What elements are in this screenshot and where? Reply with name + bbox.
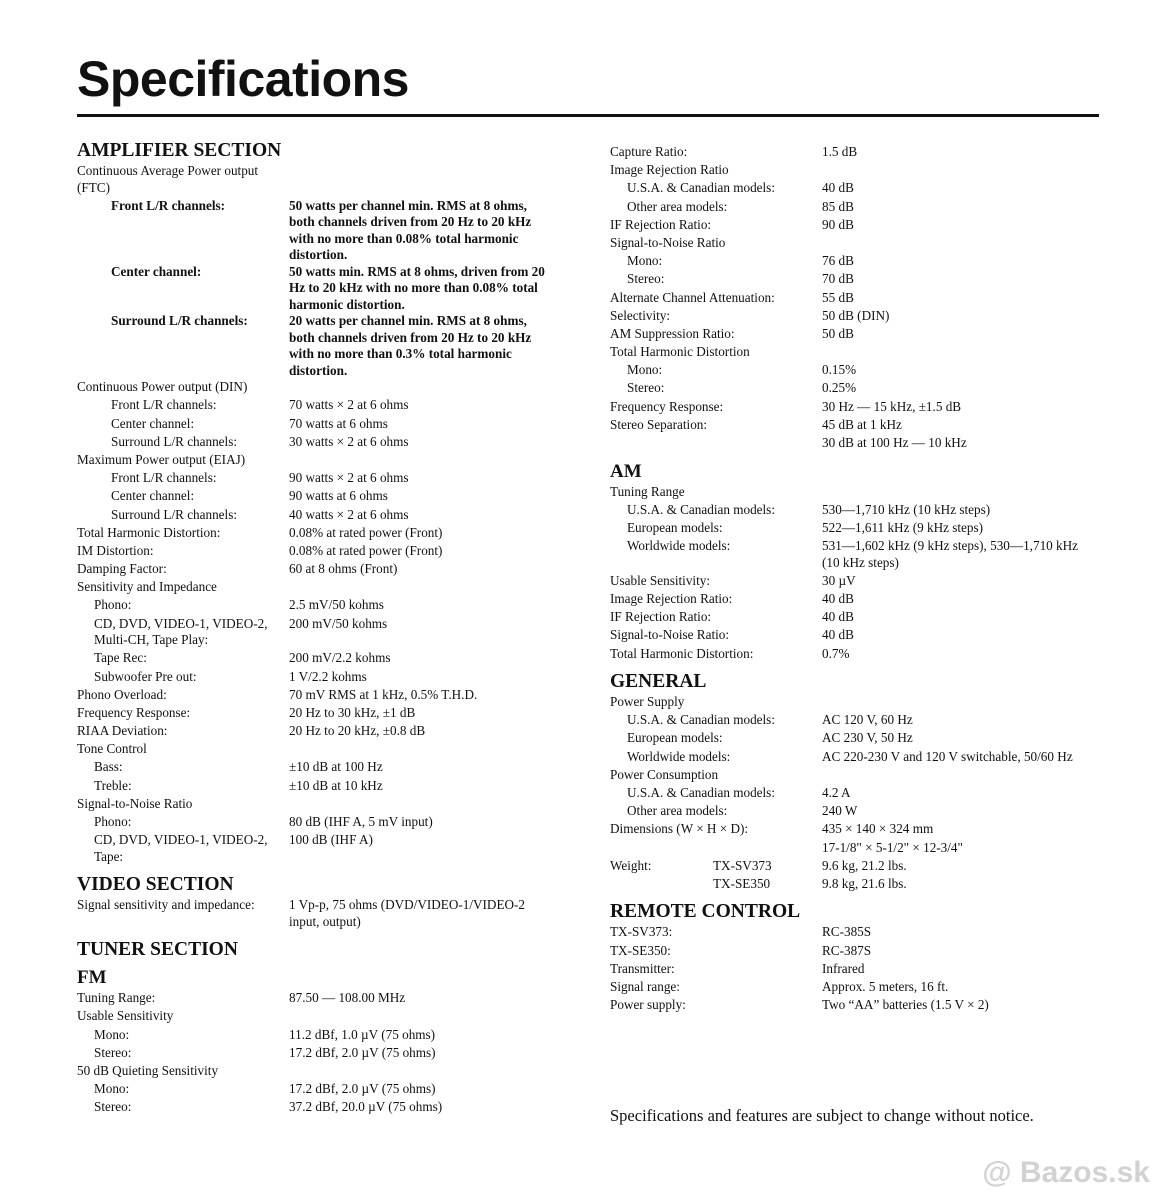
spec-value: 50 dB (822, 325, 854, 341)
spec-value: 0.08% at rated power (Front) (289, 524, 443, 540)
spec-row (610, 627, 1110, 644)
spec-label: IF Rejection Ratio: (610, 609, 712, 625)
spec-label: Tape Rec: (94, 650, 147, 666)
spec-label: Stereo: (627, 271, 665, 287)
spec-label: Center channel: (111, 415, 195, 431)
spec-row (610, 217, 1110, 234)
spec-row (610, 961, 1110, 978)
spec-value: 76 dB (822, 253, 854, 269)
spec-row (77, 579, 557, 596)
spec-row (610, 199, 1110, 216)
left-column (77, 139, 557, 1118)
spec-label: Usable Sensitivity (77, 1008, 174, 1024)
spec-label: Weight: (610, 857, 652, 873)
spec-row (610, 435, 1110, 452)
spec-value: 200 mV/50 kohms (289, 615, 388, 631)
spec-label: Signal sensitivity and impedance: (77, 897, 255, 913)
general-heading: GENERAL (610, 671, 707, 692)
spec-value: 9.6 kg, 21.2 lbs. (822, 857, 907, 873)
spec-label: Front L/R channels: (111, 397, 217, 413)
spec-label: 50 dB Quieting Sensitivity (77, 1062, 219, 1078)
spec-value: Two “AA” batteries (1.5 V × 2) (822, 997, 989, 1013)
spec-label: Mono: (94, 1026, 130, 1042)
spec-row (77, 705, 557, 722)
fm-heading: FM (77, 967, 107, 989)
spec-value (289, 741, 555, 758)
weight-list (610, 858, 1110, 893)
spec-value (289, 579, 555, 596)
spec-value: 522—1,611 kHz (9 kHz steps) (822, 519, 984, 535)
spec-row (77, 597, 557, 614)
spec-value: 50 dB (DIN) (822, 307, 890, 323)
spec-label: Dimensions (W × H × D): (610, 821, 749, 837)
spec-label (610, 435, 822, 452)
spec-value: 40 dB (822, 627, 854, 643)
spec-row (610, 144, 1110, 161)
spec-value: 0.15% (822, 362, 857, 378)
spec-value: 2.5 mV/50 kohms (289, 597, 384, 613)
spec-label: Continuous Power output (DIN) (77, 379, 248, 395)
am-spec-list (610, 484, 1110, 663)
spec-label: IF Rejection Ratio: (610, 216, 712, 232)
spec-value: 17-1/8" × 5-1/2" × 12-3/4" (822, 839, 963, 855)
spec-value: 40 dB (822, 609, 854, 625)
spec-row (77, 1063, 557, 1080)
spec-row (77, 507, 557, 524)
general-spec-list (610, 694, 1110, 856)
spec-label: Stereo: (627, 380, 665, 396)
spec-row (77, 543, 557, 560)
spec-label: U.S.A. & Canadian models: (627, 784, 775, 800)
spec-row (77, 561, 557, 578)
spec-label: Image Rejection Ratio (610, 162, 729, 178)
spec-label: CD, DVD, VIDEO-1, VIDEO-2, Multi-CH, Tape Play: (94, 615, 268, 648)
spec-label: Maximum Power output (EIAJ) (77, 451, 246, 467)
spec-value: RC-387S (822, 942, 872, 958)
spec-label (610, 840, 822, 857)
spec-row (610, 749, 1110, 766)
spec-label: Tuning Range: (77, 990, 156, 1006)
spec-label: Center channel: (111, 488, 195, 504)
spec-value: AC 220-230 V and 120 V switchable, 50/60 Hz (822, 748, 1073, 764)
spec-value: 1.5 dB (822, 144, 858, 159)
spec-row (77, 650, 557, 667)
spec-row (610, 520, 1110, 537)
spec-row (610, 979, 1110, 996)
spec-value: 30 Hz — 15 kHz, ±1.5 dB (822, 398, 962, 414)
spec-label: TX-SV373: (610, 924, 673, 940)
spec-row (610, 399, 1110, 416)
spec-value: 30 dB at 100 Hz — 10 kHz (822, 435, 967, 450)
spec-value: 531—1,602 kHz (9 kHz steps), 530—1,710 kHz (10 kHz steps) (822, 538, 1079, 570)
spec-row (610, 308, 1110, 325)
spec-label: IM Distortion: (77, 542, 154, 558)
spec-row (610, 924, 1110, 941)
spec-label: Surround L/R channels: (111, 313, 248, 329)
spec-label: Stereo: (94, 1099, 132, 1115)
watermark: @ Bazos.sk (982, 1156, 1150, 1189)
spec-value (289, 1008, 555, 1025)
spec-row (610, 997, 1110, 1014)
am-heading: AM (610, 460, 642, 482)
spec-label: European models: (627, 730, 723, 746)
spec-row (610, 271, 1110, 288)
weight-row (610, 876, 1110, 893)
spec-row (77, 434, 557, 451)
spec-label: Phono: (94, 597, 132, 613)
spec-value: 60 at 8 ohms (Front) (289, 561, 398, 577)
spec-row (610, 180, 1110, 197)
spec-row (610, 712, 1110, 729)
spec-value: 200 mV/2.2 kohms (289, 650, 391, 666)
spec-value: 80 dB (IHF A, 5 mV input) (289, 814, 433, 829)
spec-value: 11.2 dBf, 1.0 µV (75 ohms) (289, 1026, 436, 1042)
spec-label: Sensitivity and Impedance (77, 579, 217, 595)
footer-note: Specifications and features are subject to change without notice. (610, 1106, 1034, 1125)
spec-value: AC 120 V, 60 Hz (822, 712, 913, 728)
spec-row (77, 198, 557, 264)
spec-row (77, 759, 557, 776)
spec-row (610, 417, 1110, 434)
spec-label: Front L/R channels: (111, 470, 217, 486)
spec-value: ±10 dB at 10 kHz (289, 777, 383, 793)
spec-label: Selectivity: (610, 307, 671, 323)
spec-row (610, 591, 1110, 608)
spec-row (610, 380, 1110, 397)
spec-row (610, 484, 1110, 501)
spec-row (77, 397, 557, 414)
spec-value: 9.8 kg, 21.6 lbs. (822, 875, 907, 891)
spec-row (77, 470, 557, 487)
spec-row (77, 525, 557, 542)
spec-label: Frequency Response: (77, 704, 191, 720)
spec-value (289, 452, 555, 469)
spec-value: Approx. 5 meters, 16 ft. (822, 978, 949, 994)
spec-row (77, 1081, 557, 1098)
spec-label: Damping Factor: (77, 561, 167, 577)
spec-row (77, 488, 557, 505)
spec-label: Total Harmonic Distortion: (77, 524, 221, 540)
spec-row (610, 253, 1110, 270)
spec-label: Alternate Channel Attenuation: (610, 289, 775, 305)
spec-value: 85 dB (822, 198, 854, 214)
spec-value: 70 watts × 2 at 6 ohms (289, 397, 409, 413)
spec-label: TX-SE350: (610, 942, 671, 958)
spec-value: 70 dB (822, 271, 854, 287)
spec-row (610, 538, 1110, 571)
spec-value: 0.7% (822, 645, 850, 661)
spec-value: 45 dB at 1 kHz (822, 416, 902, 432)
spec-label: Mono: (627, 253, 663, 269)
amplifier-heading: AMPLIFIER SECTION (77, 140, 282, 161)
spec-row (77, 687, 557, 704)
spec-value: 90 dB (822, 216, 854, 232)
spec-row (77, 416, 557, 433)
spec-value (822, 484, 1092, 501)
spec-label: Front L/R channels: (111, 197, 226, 213)
spec-row (610, 362, 1110, 379)
spec-row (610, 290, 1110, 307)
spec-value: 90 watts × 2 at 6 ohms (289, 470, 409, 486)
spec-row (77, 723, 557, 740)
spec-label: Mono: (94, 1081, 130, 1097)
spec-row (77, 264, 557, 314)
spec-value (822, 767, 1092, 784)
spec-row (610, 943, 1110, 960)
spec-label: Tone Control (77, 741, 147, 757)
spec-value: 17.2 dBf, 2.0 µV (75 ohms) (289, 1081, 436, 1097)
spec-label: U.S.A. & Canadian models: (627, 712, 775, 728)
model-name: TX-SV373 (713, 857, 772, 873)
spec-row (77, 669, 557, 686)
spec-label: Bass: (94, 759, 123, 775)
spec-label: Total Harmonic Distortion (610, 344, 750, 360)
spec-row (610, 730, 1110, 747)
right-column (610, 144, 1110, 1015)
spec-label: Usable Sensitivity: (610, 572, 711, 588)
spec-label: European models: (627, 519, 723, 535)
spec-label: Phono Overload: (77, 686, 167, 702)
spec-label: U.S.A. & Canadian models: (627, 501, 775, 517)
spec-row (77, 379, 557, 396)
spec-value: 20 Hz to 30 kHz, ±1 dB (289, 704, 416, 720)
video-row (77, 897, 557, 930)
spec-label: Power Consumption (610, 766, 719, 782)
spec-row (610, 803, 1110, 820)
spec-label: Transmitter: (610, 960, 675, 976)
spec-row (610, 573, 1110, 590)
spec-label: Total Harmonic Distortion: (610, 645, 754, 661)
spec-value: 50 watts min. RMS at 8 ohms, driven from 20 Hz to 20 kHz with no more than 0.08% total harmonic distortion. (289, 263, 545, 312)
video-heading: VIDEO SECTION (77, 874, 234, 896)
spec-value: ±10 dB at 100 Hz (289, 759, 383, 775)
ftc-list (77, 198, 557, 380)
spec-label: Image Rejection Ratio: (610, 590, 733, 606)
spec-row (77, 796, 557, 813)
spec-label: U.S.A. & Canadian models: (627, 180, 775, 196)
spec-label: CD, DVD, VIDEO-1, VIDEO-2, Tape: (94, 832, 268, 864)
spec-value: 37.2 dBf, 20.0 µV (75 ohms) (289, 1099, 443, 1115)
spec-row (610, 821, 1110, 838)
spec-label: Power supply: (610, 997, 686, 1013)
spec-value: 40 dB (822, 590, 854, 606)
spec-value (822, 344, 1092, 361)
spec-label: Worldwide models: (627, 538, 731, 554)
spec-label: Stereo Separation: (610, 416, 708, 432)
spec-row (77, 814, 557, 831)
remote-heading: REMOTE CONTROL (610, 901, 801, 923)
spec-label: Stereo: (94, 1044, 132, 1060)
spec-row (77, 832, 557, 865)
spec-value: 17.2 dBf, 2.0 µV (75 ohms) (289, 1044, 436, 1060)
spec-value: 30 µV (822, 572, 856, 588)
spec-row (77, 1045, 557, 1062)
spec-value: 55 dB (822, 289, 854, 305)
spec-row (610, 344, 1110, 361)
spec-value: RC-385S (822, 924, 872, 940)
spec-value: 530—1,710 kHz (10 kHz steps) (822, 501, 991, 517)
spec-value: 240 W (822, 803, 858, 819)
ftc-label-row (77, 163, 557, 196)
spec-row (610, 694, 1110, 711)
spec-value: 0.25% (822, 380, 857, 396)
spec-value: Infrared (822, 960, 865, 976)
spec-label: Other area models: (627, 198, 728, 214)
spec-value: 1 V/2.2 kohms (289, 668, 367, 684)
spec-row (77, 1008, 557, 1025)
spec-row (77, 616, 557, 649)
spec-value: 50 watts per channel min. RMS at 8 ohms, both channels driven from 20 Hz to 20 kHz with no more than 0.08% total harmonic distortion. (289, 197, 532, 263)
spec-row (610, 609, 1110, 626)
spec-label: Signal-to-Noise Ratio (610, 234, 726, 250)
spec-row (77, 1027, 557, 1044)
spec-row (610, 646, 1110, 663)
spec-value: 20 Hz to 20 kHz, ±0.8 dB (289, 723, 426, 739)
spec-label: Surround L/R channels: (111, 506, 237, 522)
spec-label: Worldwide models: (627, 748, 731, 764)
spec-value (822, 162, 1092, 179)
spec-label: Center channel: (111, 263, 202, 279)
spec-value: 90 watts at 6 ohms (289, 488, 388, 504)
spec-label: AM Suppression Ratio: (610, 325, 735, 341)
spec-label: Frequency Response: (610, 398, 724, 414)
spec-label: Power Supply (610, 694, 685, 709)
spec-value: AC 230 V, 50 Hz (822, 730, 913, 746)
fm-spec-list-continued (610, 144, 1110, 452)
spec-value: 70 mV RMS at 1 kHz, 0.5% T.H.D. (289, 686, 478, 702)
spec-label: Signal-to-Noise Ratio (77, 795, 193, 811)
spec-value: 70 watts at 6 ohms (289, 415, 388, 431)
model-name: TX-SE350 (713, 875, 771, 891)
spec-value: 40 watts × 2 at 6 ohms (289, 506, 409, 522)
spec-row (77, 313, 557, 379)
spec-label: Tuning Range (610, 483, 685, 499)
spec-row (77, 741, 557, 758)
spec-row (77, 778, 557, 795)
spec-label: Capture Ratio: (610, 144, 688, 159)
spec-row (610, 767, 1110, 784)
spec-label: Surround L/R channels: (111, 433, 237, 449)
remote-spec-list (610, 924, 1110, 1013)
spec-label: Mono: (627, 362, 663, 378)
spec-value: 20 watts per channel min. RMS at 8 ohms, both channels driven from 20 Hz to 20 kHz with no more than 0.3% total harmonic distortion. (289, 313, 532, 378)
spec-row (77, 990, 557, 1007)
spec-value: 1 Vp-p, 75 ohms (DVD/VIDEO-1/VIDEO-2 input, output) (289, 897, 526, 929)
spec-value (289, 379, 555, 396)
amplifier-spec-list (77, 379, 557, 865)
weight-row (610, 858, 1110, 875)
spec-row (610, 326, 1110, 343)
spec-value: 0.08% at rated power (Front) (289, 542, 443, 558)
spec-label: Phono: (94, 814, 132, 829)
spec-label: RIAA Deviation: (77, 723, 168, 739)
spec-value: 4.2 A (822, 784, 851, 800)
spec-row (610, 785, 1110, 802)
spec-value: 100 dB (IHF A) (289, 832, 373, 848)
spec-label: Subwoofer Pre out: (94, 668, 197, 684)
page-title: Specifications (77, 51, 409, 107)
spec-value (822, 235, 1092, 252)
spec-label: Signal-to-Noise Ratio: (610, 627, 730, 643)
spec-value (289, 796, 555, 813)
spec-row (77, 452, 557, 469)
spec-value: 30 watts × 2 at 6 ohms (289, 433, 409, 449)
spec-row (610, 840, 1110, 857)
spec-label: Treble: (94, 777, 132, 793)
tuner-heading: TUNER SECTION (77, 939, 238, 961)
spec-value (289, 1063, 555, 1080)
fm-spec-list (77, 990, 557, 1116)
spec-label: Signal range: (610, 978, 680, 994)
spec-label: Continuous Average Power output (FTC) (77, 163, 259, 195)
spec-row (610, 235, 1110, 252)
spec-value: 435 × 140 × 324 mm (822, 821, 934, 837)
spec-value: 40 dB (822, 180, 854, 196)
spec-value: 87.50 — 108.00 MHz (289, 990, 406, 1006)
spec-label: Other area models: (627, 803, 728, 819)
spec-row (610, 162, 1110, 179)
spec-row (77, 1099, 557, 1116)
title-rule (77, 114, 1099, 117)
spec-label (610, 876, 713, 893)
spec-value (822, 694, 1092, 711)
spec-row (610, 502, 1110, 519)
